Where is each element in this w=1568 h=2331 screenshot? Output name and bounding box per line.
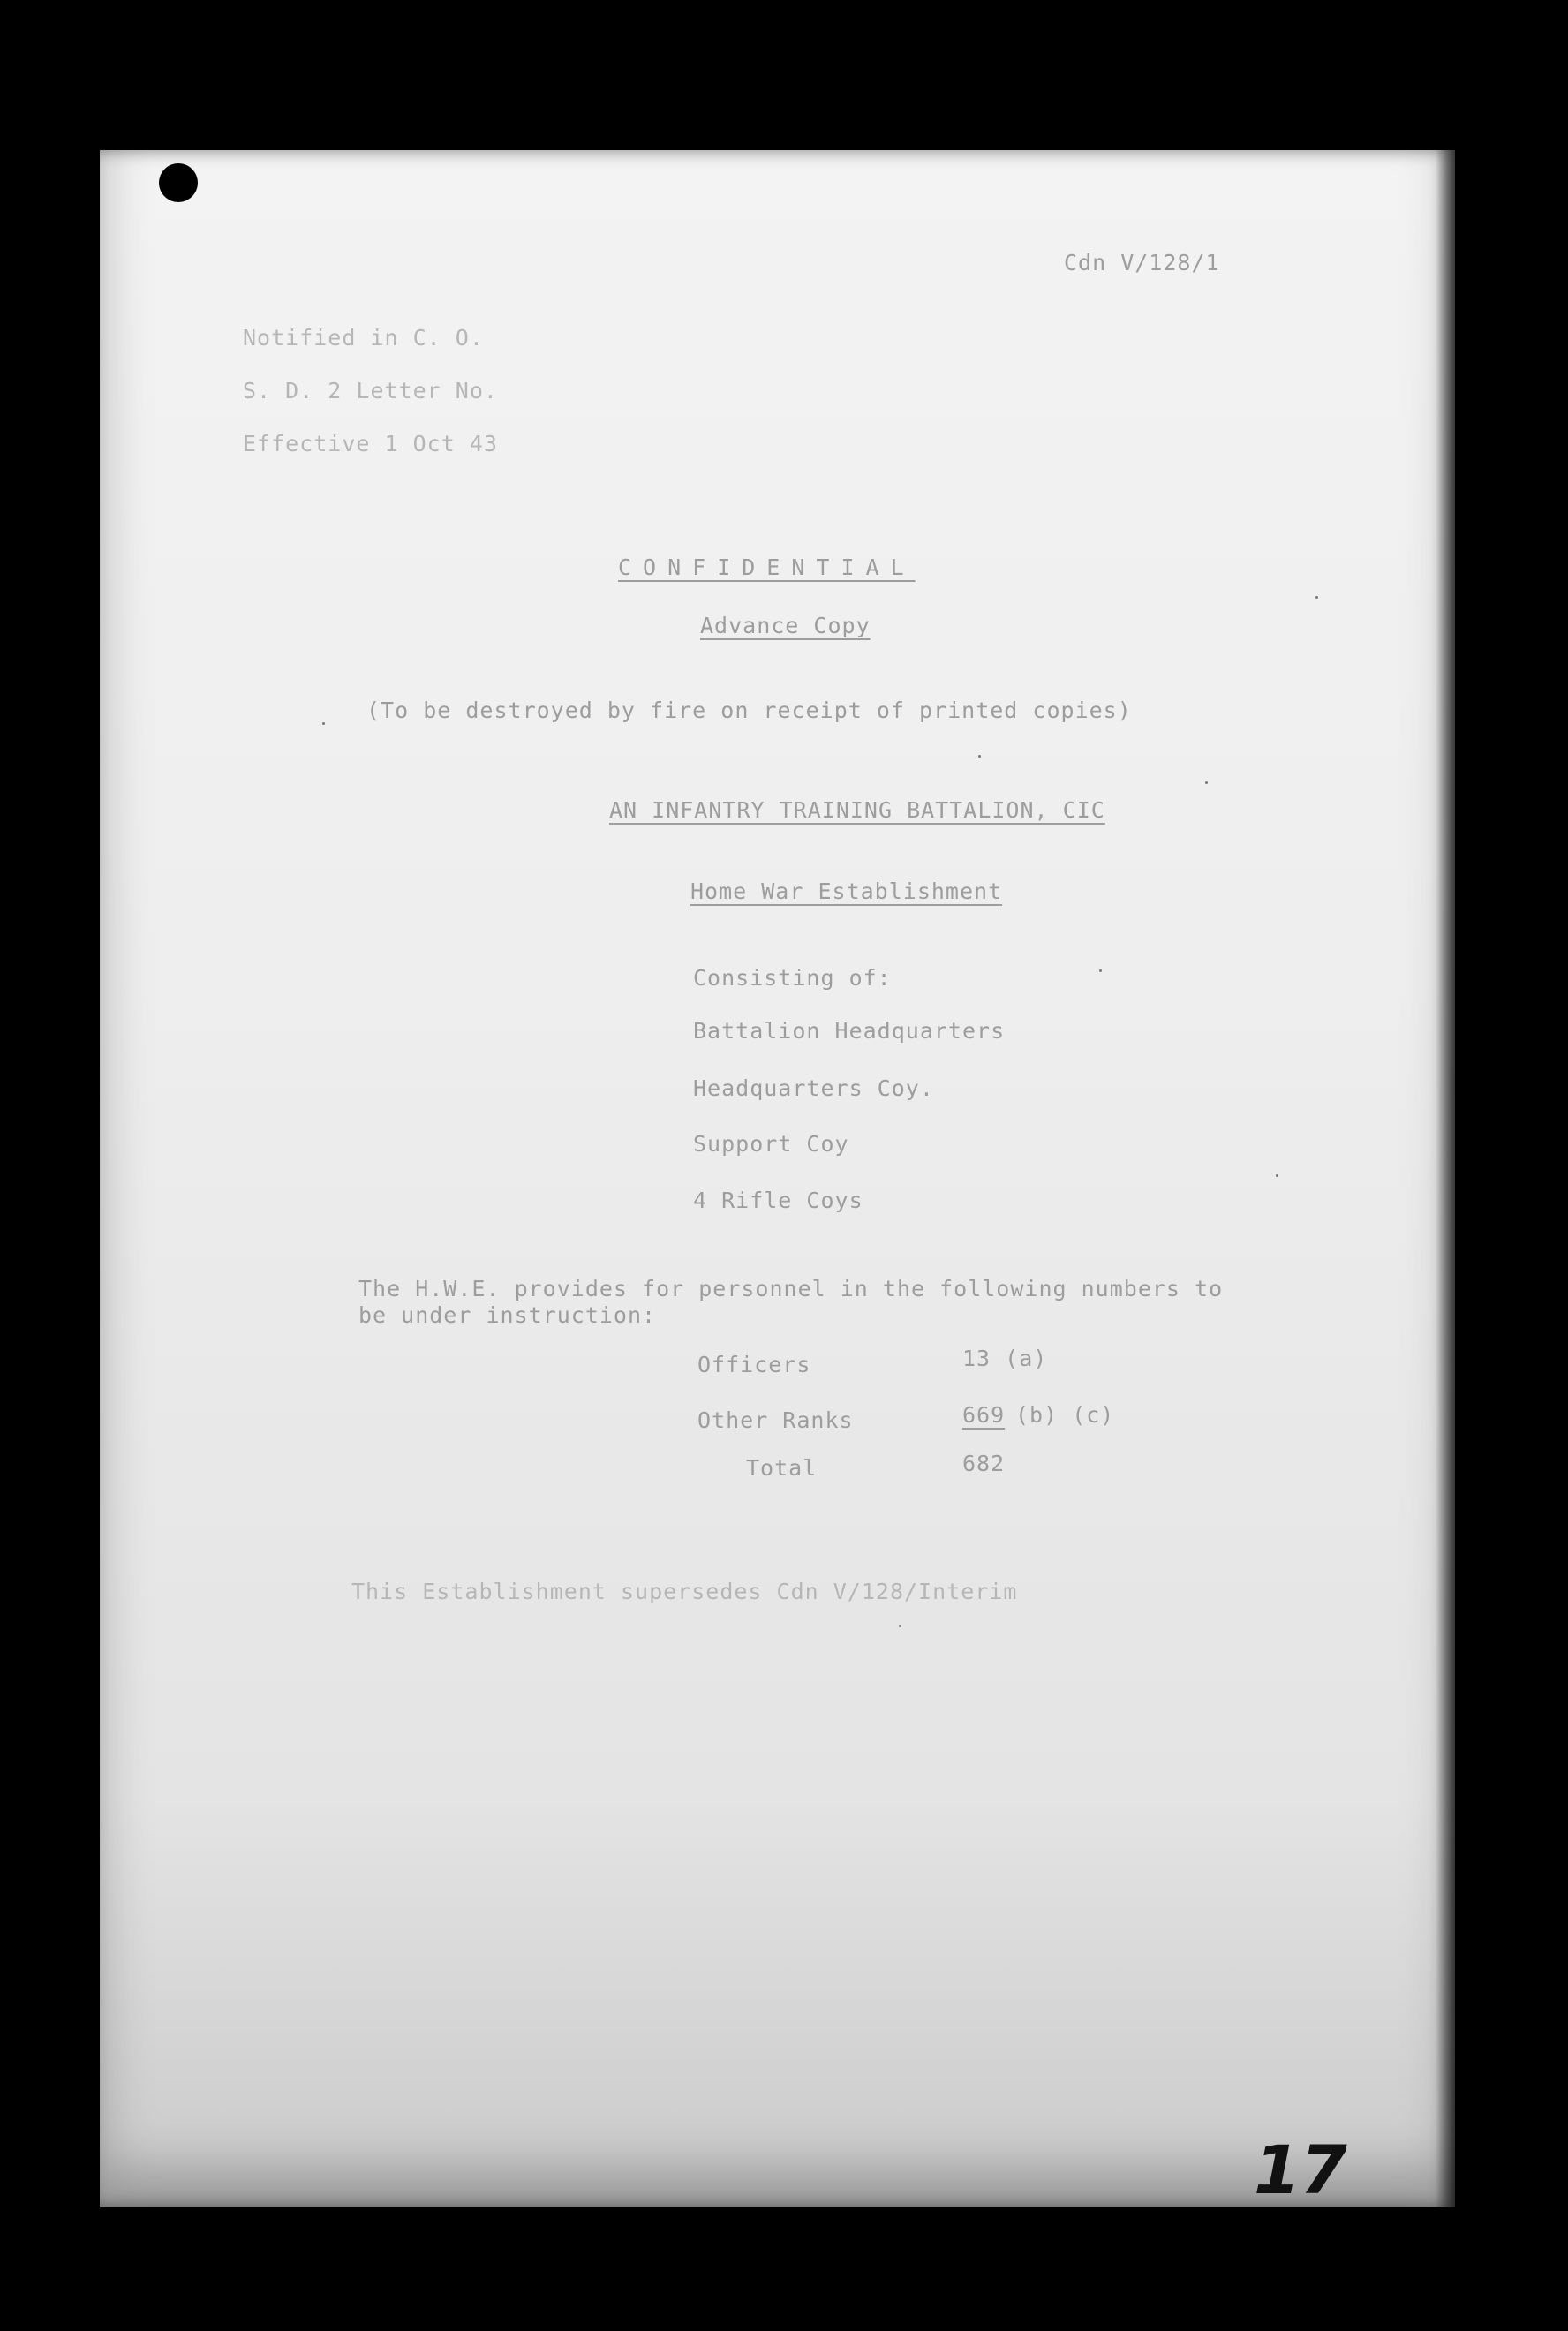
paper-speck (899, 1625, 901, 1627)
document-page (100, 150, 1455, 2207)
classification-heading: CONFIDENTIAL (618, 554, 916, 580)
page-number: 17 (1254, 2131, 1347, 2209)
notification-line-1: Notified in C. O. (243, 325, 484, 351)
component-item: Support Coy (693, 1131, 849, 1157)
supersedes-note: This Establishment supersedes Cdn V/128/Interim (351, 1579, 1018, 1604)
consisting-label: Consisting of: (693, 965, 892, 991)
copy-type: Advance Copy (700, 613, 871, 638)
paper-speck (322, 722, 325, 725)
paper-speck (1276, 1174, 1278, 1177)
destroy-instruction: (To be destroyed by fire on receipt of printed copies) (366, 698, 1132, 723)
unit-title: AN INFANTRY TRAINING BATTALION, CIC (609, 797, 1105, 823)
paper-speck (978, 755, 981, 758)
total-value: 682 (962, 1451, 1006, 1476)
paper-speck (1099, 969, 1102, 972)
other-ranks-notes: (b) (c) (1015, 1402, 1115, 1428)
component-item: Headquarters Coy. (693, 1075, 934, 1101)
notification-line-2: S. D. 2 Letter No. (243, 378, 498, 404)
component-item: 4 Rifle Coys (693, 1188, 863, 1213)
establishment-type: Home War Establishment (690, 879, 1003, 904)
paper-speck (1205, 781, 1208, 784)
document-reference: Cdn V/128/1 (1064, 250, 1220, 275)
provision-text-line-1: The H.W.E. provides for personnel in the following numbers to (358, 1276, 1224, 1301)
other-ranks-value: 669 (962, 1402, 1006, 1428)
total-label: Total (746, 1455, 818, 1481)
component-item: Battalion Headquarters (693, 1018, 1006, 1044)
notification-line-3: Effective 1 Oct 43 (243, 431, 498, 456)
officers-value: 13 (a) (962, 1346, 1048, 1371)
other-ranks-label: Other Ranks (697, 1407, 854, 1433)
punch-hole (159, 163, 198, 202)
provision-text-line-2: be under instruction: (358, 1302, 657, 1328)
officers-label: Officers (697, 1352, 811, 1377)
paper-speck (1315, 596, 1318, 599)
